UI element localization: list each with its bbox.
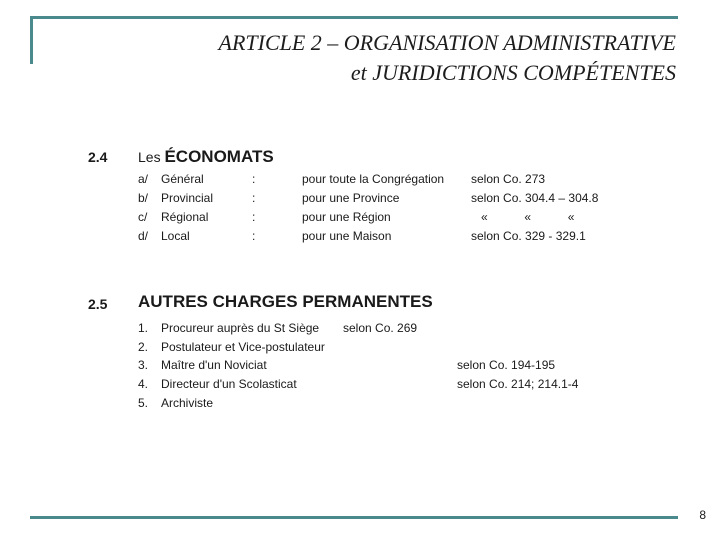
footer-rule	[30, 516, 678, 519]
economat-scope: pour une Province	[302, 191, 400, 205]
economat-reference: selon Co. 329 - 329.1	[471, 229, 586, 243]
economat-letter: a/	[138, 172, 149, 186]
section-2-4-title	[138, 147, 274, 167]
economat-letter: d/	[138, 229, 149, 243]
economat-reference-ditto: « « «	[481, 210, 575, 224]
charge-number: 4.	[138, 377, 149, 391]
charge-label: Archiviste	[161, 396, 214, 410]
page-title	[219, 28, 677, 88]
page-number: 8	[699, 508, 706, 522]
economat-name: Régional	[161, 210, 209, 224]
title-line-2: et JURIDICTIONS COMPÉTENTES	[350, 60, 676, 85]
charge-label: Maître d'un Noviciat	[161, 358, 267, 372]
economat-scope: pour toute la Congrégation	[302, 172, 445, 186]
economat-colon: :	[252, 191, 256, 205]
charge-number: 5.	[138, 396, 149, 410]
charge-number: 2.	[138, 340, 149, 354]
economat-reference: selon Co. 273	[471, 172, 546, 186]
section-2-4-prefix: Les	[138, 149, 161, 165]
section-2-4-heading: ÉCONOMATS	[164, 147, 274, 166]
economat-colon: :	[252, 229, 256, 243]
title-frame-left-rule	[30, 16, 33, 64]
charge-reference: selon Co. 269	[343, 321, 418, 335]
section-2-4-number: 2.4	[88, 149, 108, 165]
section-2-5-number: 2.5	[88, 296, 108, 312]
charge-reference: selon Co. 194-195	[457, 358, 556, 372]
economat-reference: selon Co. 304.4 – 304.8	[471, 191, 599, 205]
economat-name: Local	[161, 229, 190, 243]
charge-number: 1.	[138, 321, 149, 335]
charge-label: Directeur d'un Scolasticat	[161, 377, 297, 391]
title-frame-top-rule	[30, 16, 678, 19]
economat-scope: pour une Région	[302, 210, 391, 224]
economat-letter: b/	[138, 191, 149, 205]
charge-label: Postulateur et Vice-postulateur	[161, 340, 325, 354]
charge-reference: selon Co. 214; 214.1-4	[457, 377, 579, 391]
economat-letter: c/	[138, 210, 148, 224]
economat-name: Général	[161, 172, 204, 186]
charge-number: 3.	[138, 358, 149, 372]
economat-name: Provincial	[161, 191, 214, 205]
title-line-1: ARTICLE 2 – ORGANISATION ADMINISTRATIVE	[218, 30, 676, 55]
economat-colon: :	[252, 172, 256, 186]
section-2-5-heading: AUTRES CHARGES PERMANENTES	[138, 292, 433, 311]
charge-label: Procureur auprès du St Siège	[161, 321, 320, 335]
economat-colon: :	[252, 210, 256, 224]
economat-scope: pour une Maison	[302, 229, 392, 243]
